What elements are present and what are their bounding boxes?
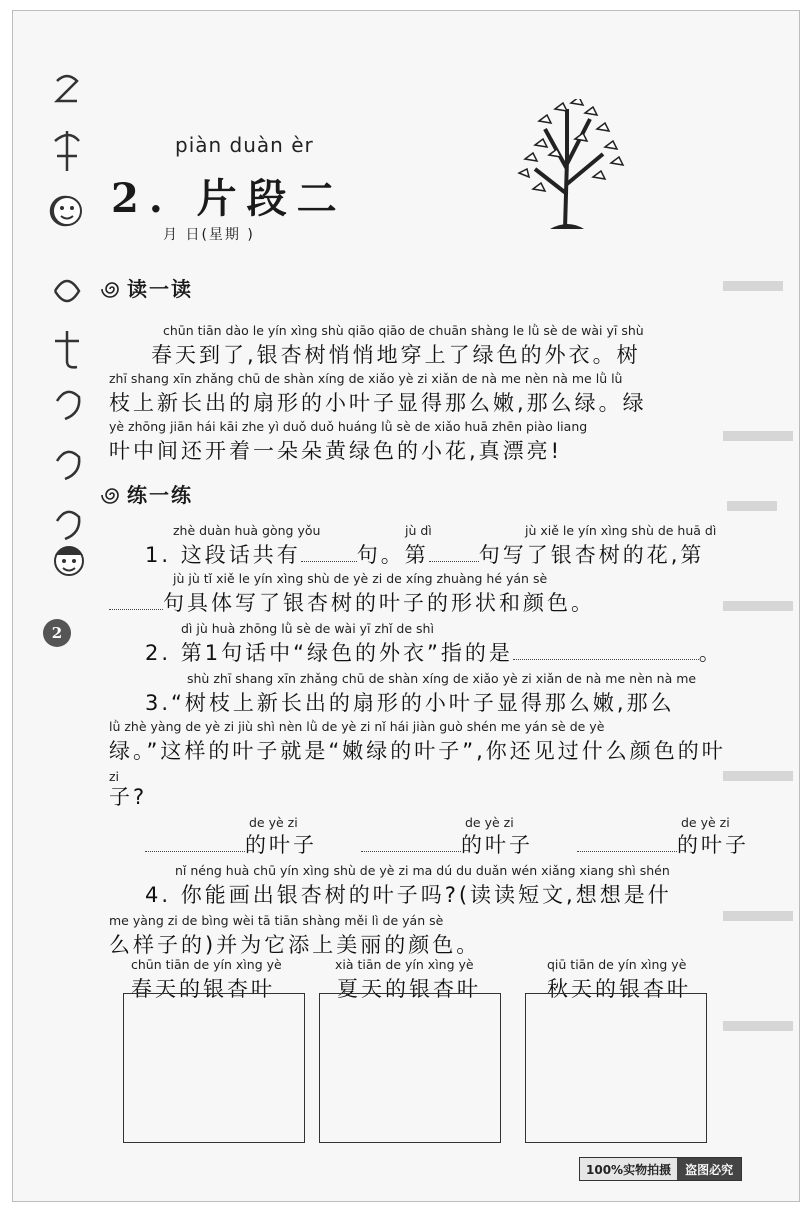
q1-pinyin-a: zhè duàn huà gòng yǒu — [173, 523, 321, 538]
practice-section-heading — [101, 479, 193, 508]
q4-line-1: 4. 你能画出银杏树的叶子吗?(读读短文,想想是什 — [145, 883, 672, 907]
sidebar-decoration — [43, 61, 93, 701]
date-label: 月 日(星期 ) — [163, 227, 255, 243]
q3-pinyin-1: shù zhī shang xīn zhǎng chū de shàn xíng de xiǎo yè zi xiǎn de nà me nèn nà me — [187, 671, 697, 686]
q1-text-b: 句。第 — [356, 543, 429, 567]
page-title: 2. 片段二 — [111, 175, 347, 222]
read-heading-label: 读一读 — [127, 277, 193, 301]
box-pinyin-spring: chūn tiān de yín xìng yè — [131, 957, 282, 972]
drawing-box-spring[interactable] — [123, 993, 305, 1143]
date-line — [163, 224, 255, 244]
q1-text-2: 句具体写了银杏树的叶子的形状和颜色。 — [163, 591, 595, 615]
q3-pinyin-3: zi — [109, 769, 120, 784]
q3-answer-2 — [361, 829, 533, 859]
q2-pinyin: dì jù huà zhōng lǜ sè de wài yī zhǐ de shì — [181, 621, 434, 636]
spiral-icon — [101, 278, 123, 300]
box-label-spring: 春天的银杏叶 — [131, 977, 275, 1001]
q3-answer-label-2: 的叶子 — [461, 833, 533, 857]
q1-blank-leaf[interactable] — [109, 591, 163, 610]
spiral-icon — [101, 484, 123, 506]
page-number: 2 — [43, 619, 71, 647]
q3-answer-label-3: 的叶子 — [677, 833, 749, 857]
q3-answer-pinyin-2: de yè zi — [465, 815, 514, 830]
q2-text: 2. 第1句话中“绿色的外衣”指的是 — [145, 641, 513, 665]
drawing-box-autumn[interactable] — [525, 993, 707, 1143]
q1-blank-count[interactable] — [301, 543, 357, 562]
q4-line-2: 么样子的)并为它添上美丽的颜色。 — [109, 933, 481, 957]
q1-text-a: 1. 这段话共有 — [145, 543, 301, 567]
q3-line-2: 绿。”这样的叶子就是“嫩绿的叶子”,你还见过什么颜色的叶 — [109, 739, 726, 763]
box-pinyin-summer: xià tiān de yín xìng yè — [335, 957, 474, 972]
q4-pinyin-2: me yàng zi de bìng wèi tā tiān shàng měi lì de yán sè — [109, 913, 444, 928]
title-pinyin: piàn duàn èr — [175, 133, 314, 157]
read-line-2: 枝上新长出的扇形的小叶子显得那么嫩,那么绿。绿 — [109, 391, 647, 415]
box-label-autumn: 秋天的银杏叶 — [547, 977, 691, 1001]
practice-heading-label: 练一练 — [127, 483, 193, 507]
drawing-box-summer[interactable] — [319, 993, 501, 1143]
read-pinyin-3: yè zhōng jiān hái kāi zhe yì duǒ duǒ huáng lǜ sè de xiǎo huā zhēn piào liang — [109, 419, 588, 434]
box-pinyin-autumn: qiū tiān de yín xìng yè — [547, 957, 687, 972]
q4-pinyin-1: nǐ néng huà chū yín xìng shù de yè zi ma dú du duǎn wén xiǎng xiang shì shén — [175, 863, 670, 878]
read-pinyin-2: zhī shang xīn zhǎng chū de shàn xíng de xiǎo yè zi xiǎn de nà me nèn nà me lǜ lǜ — [109, 371, 623, 386]
q3-pinyin-2: lǜ zhè yàng de yè zi jiù shì nèn lǜ de yè zi nǐ hái jiàn guò shén me yán sè de yè — [109, 719, 605, 734]
q3-answer-pinyin-1: de yè zi — [249, 815, 298, 830]
q1-line-1 — [145, 539, 704, 569]
q1-pinyin-b: jù dì — [405, 523, 432, 538]
q2-line — [145, 637, 723, 667]
q2-answer-blank[interactable] — [513, 641, 699, 660]
workbook-page — [12, 10, 800, 1202]
q1-pinyin-2: jù jù tǐ xiě le yín xìng shù de yè zi de xíng zhuàng hé yán sè — [173, 571, 548, 586]
read-line-1: 春天到了,银杏树悄悄地穿上了绿色的外衣。树 — [151, 343, 641, 367]
q3-answer-3 — [577, 829, 749, 859]
watermark-badge — [579, 1157, 742, 1181]
q3-answer-blank-3[interactable] — [577, 833, 677, 852]
bleed-through-decoration — [713, 11, 799, 1201]
q2-end: 。 — [698, 641, 723, 665]
watermark-text-b: 盗图必究 — [677, 1158, 741, 1180]
box-label-summer: 夏天的银杏叶 — [337, 977, 481, 1001]
q1-line-2 — [109, 587, 595, 617]
q3-answer-1 — [145, 829, 317, 859]
read-section-heading — [101, 273, 193, 302]
q1-pinyin-c: jù xiě le yín xìng shù de huā dì — [525, 523, 717, 538]
read-pinyin-1: chūn tiān dào le yín xìng shù qiāo qiāo de chuān shàng le lǜ sè de wài yī shù — [163, 323, 644, 338]
q3-answer-pinyin-3: de yè zi — [681, 815, 730, 830]
q3-answer-blank-1[interactable] — [145, 833, 245, 852]
q3-line-1: 3.“树枝上新长出的扇形的小叶子显得那么嫩,那么 — [145, 691, 675, 715]
q3-answer-blank-2[interactable] — [361, 833, 461, 852]
q1-blank-flower[interactable] — [429, 543, 479, 562]
read-line-3: 叶中间还开着一朵朵黄绿色的小花,真漂亮! — [109, 439, 563, 463]
ginkgo-tree-illustration — [505, 99, 637, 239]
q1-text-c: 句写了银杏树的花,第 — [478, 543, 705, 567]
q3-answer-label-1: 的叶子 — [245, 833, 317, 857]
q3-line-3: 子? — [109, 785, 148, 809]
watermark-text-a: 100%实物拍摄 — [580, 1158, 677, 1180]
